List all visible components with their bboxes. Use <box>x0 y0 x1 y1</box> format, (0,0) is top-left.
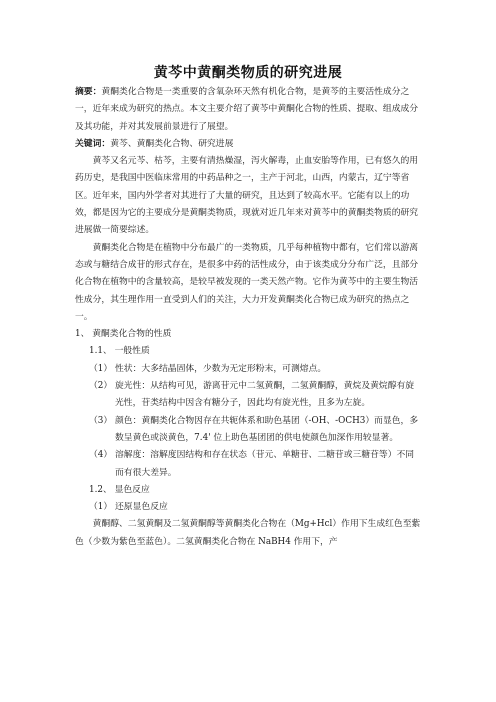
body-paragraph: 黄酮醇、二氢黄酮及二氢黄酮醇等黄酮类化合物在（Mg+Hcl）作用下生成红色至紫色（少数为紫色至蓝色）。二氢黄酮类化合物在 NaBH4 作用下，产 <box>75 519 421 547</box>
keywords-text: 黄芩、黄酮类化合物、研究进展 <box>110 138 234 149</box>
intro-paragraph: 黄酮类化合物是在植物中分布最广的一类物质，几乎每种植物中都有，它们常以游离态或与糖结合成苷的形式存在，是很多中药的活性成分，由于该类成分分布广泛，且部分化合物在植物中的含量较高，是较早被发现的一类天然产物。它作为黄芩中的主要生物活性成分，其生理作用一直受到人们的关注，大力开发黄酮类化合物已成为研究的热点之一。 <box>75 242 419 322</box>
list-item-number: （1） <box>89 363 113 374</box>
keywords-colon: ： <box>101 138 111 149</box>
keywords-label: 关键词 <box>75 138 102 149</box>
intro-paragraph: 黄芩又名元芩、枯芩，主要有清热燥湿，泻火解毒，止血安胎等作用，已有悠久的用药历史，是我国中医临床常用的中药品种之一，主产于河北，山西，内蒙古，辽宁等省区。近年来，国内外学者对其进行了大量的研究，且达到了较高水平。它能有以上的功效，都是因为它的主要成分是黄酮类物质，现就对近几年来对黄芩中的黄酮类物质的研究进展做一简要综述。 <box>75 156 419 236</box>
abstract-colon: ： <box>92 87 102 97</box>
keywords-paragraph <box>75 136 421 153</box>
list-item-text: 溶解度：溶解度因结构和存在状态（苷元、单糖苷、二糖苷或三糖苷等）不同而有很大差异。 <box>115 450 415 478</box>
list-item-text: 性状：大多结晶固体，少数为无定形粉末，可测熔点。 <box>115 363 327 374</box>
document-body <box>75 84 421 551</box>
subsection-heading: 1.1、 一般性质 <box>89 346 150 357</box>
list-item <box>75 499 421 516</box>
subsection-heading: 1.2、 显色反应 <box>89 484 150 495</box>
list-item-text: 旋光性：从结构可见，游离苷元中二氢黄酮，二氢黄酮醇，黄烷及黄烷醇有旋光性，苷类结构中因含有糖分子，因此均有旋光性，且多为左旋。 <box>115 381 415 409</box>
list-item-number: （2） <box>89 381 113 392</box>
list-item <box>75 361 421 378</box>
list-item <box>75 378 421 413</box>
list-item <box>75 413 421 448</box>
list-item-number: （3） <box>89 415 113 426</box>
abstract-label: 摘要 <box>75 87 93 97</box>
list-item-text: 颜色：黄酮类化合物因存在共轭体系和助色基团（-OH、-OCH3）而显色，多数呈黄色或淡黄色，7.4' 位上助色基团团的供电使颜色加深作用较显著。 <box>115 415 419 443</box>
list-item <box>75 447 421 482</box>
abstract-text: 黄酮类化合物是一类重要的含氧杂环天然有机化合物，是黄芩的主要活性成分之一，近年来成为研究的热点。本文主要介绍了黄芩中黄酮化合物的性质、提取、组成成分及其功能，并对其发展前景进行了展望。 <box>75 87 419 132</box>
list-item-text: 还原显色反应 <box>115 502 168 513</box>
list-item-number: （4） <box>89 450 113 461</box>
abstract-paragraph <box>75 84 421 136</box>
list-item-number: （1） <box>89 502 113 513</box>
section-heading: 1、 黄酮类化合物的性质 <box>75 329 172 340</box>
document-title: 黄芩中黄酮类物质的研究进展 <box>153 65 343 81</box>
